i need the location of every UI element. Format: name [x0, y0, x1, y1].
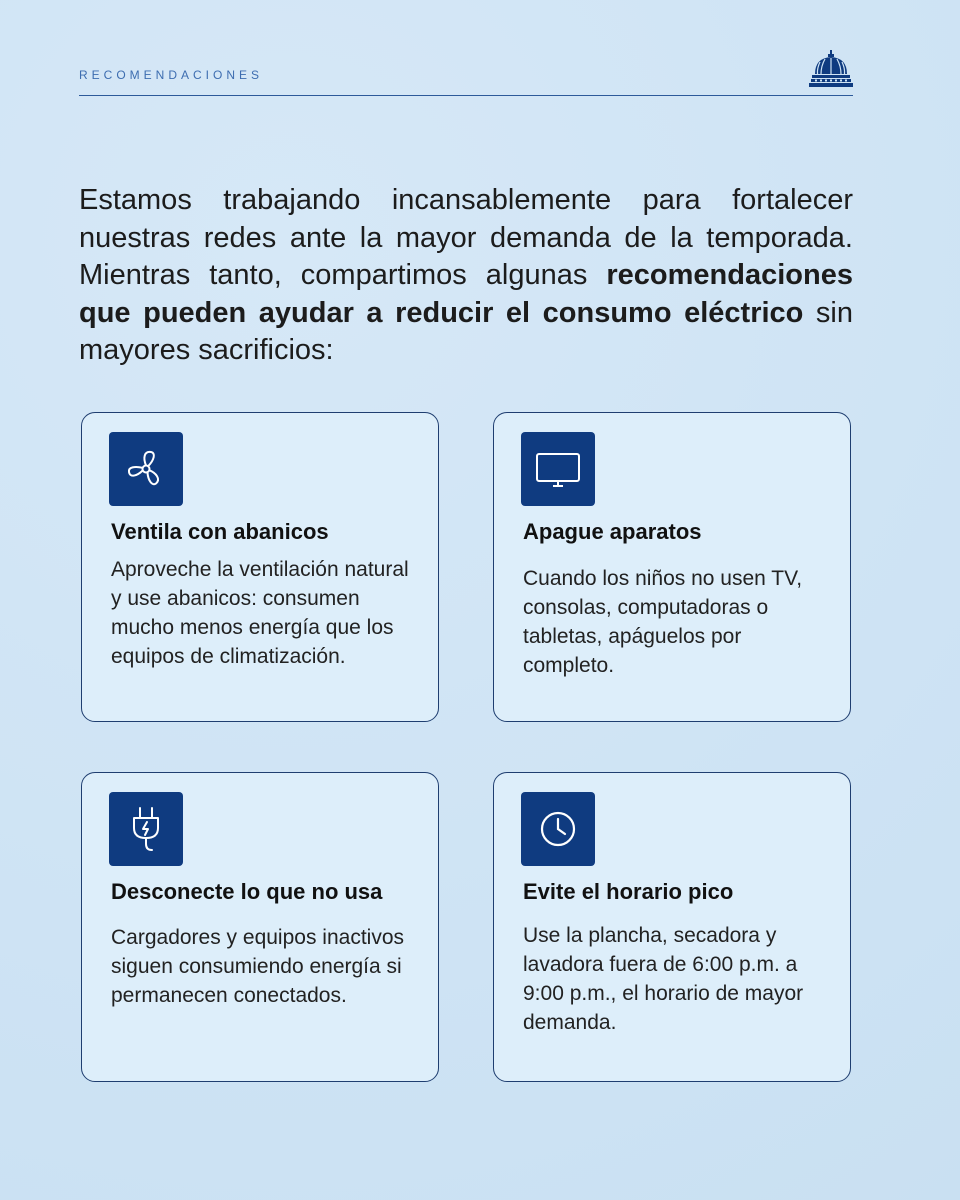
plug-icon [109, 792, 183, 866]
intro-text-start: Estamos trabajando incansablemente para fortalecer nuestras redes ante la mayor demanda de la temporada. Mientras tanto, compartimos algunas [79, 184, 853, 291]
card-title: Apague aparatos [523, 519, 702, 544]
card-body: Cuando los niños no usen TV, consolas, computadoras o tabletas, apáguelos por completo. [523, 567, 803, 677]
card-body: Use la plancha, secadora y lavadora fuera de 6:00 p.m. a 9:00 p.m., el horario de mayor demanda. [523, 924, 804, 1034]
intro-text-bold: recomendaciones que pueden ayudar a reducir el consumo eléctrico [79, 259, 853, 329]
card-title: Desconecte lo que no usa [111, 879, 383, 904]
card-body: Cargadores y equipos inactivos siguen consumiendo energía si permanecen conectados. [111, 926, 404, 1007]
card-title: Evite el horario pico [523, 879, 734, 904]
page-header [79, 56, 853, 96]
clock-icon [521, 792, 595, 866]
section-label: RECOMENDACIONES [79, 68, 264, 82]
intro-paragraph [79, 182, 853, 370]
card-title: Ventila con abanicos [111, 519, 329, 544]
recommendation-card-fans [81, 412, 439, 722]
card-body: Aproveche la ventilación natural y use abanicos: consumen mucho menos energía que los equipos de climatización. [111, 558, 409, 668]
tv-icon [521, 432, 595, 506]
dome-logo-icon [809, 50, 853, 88]
recommendation-card-peak-hours [493, 772, 851, 1082]
intro-text-end: sin mayores sacrificios: [79, 296, 853, 366]
recommendation-card-devices [493, 412, 851, 722]
recommendation-card-unplug [81, 772, 439, 1082]
fan-icon [109, 432, 183, 506]
